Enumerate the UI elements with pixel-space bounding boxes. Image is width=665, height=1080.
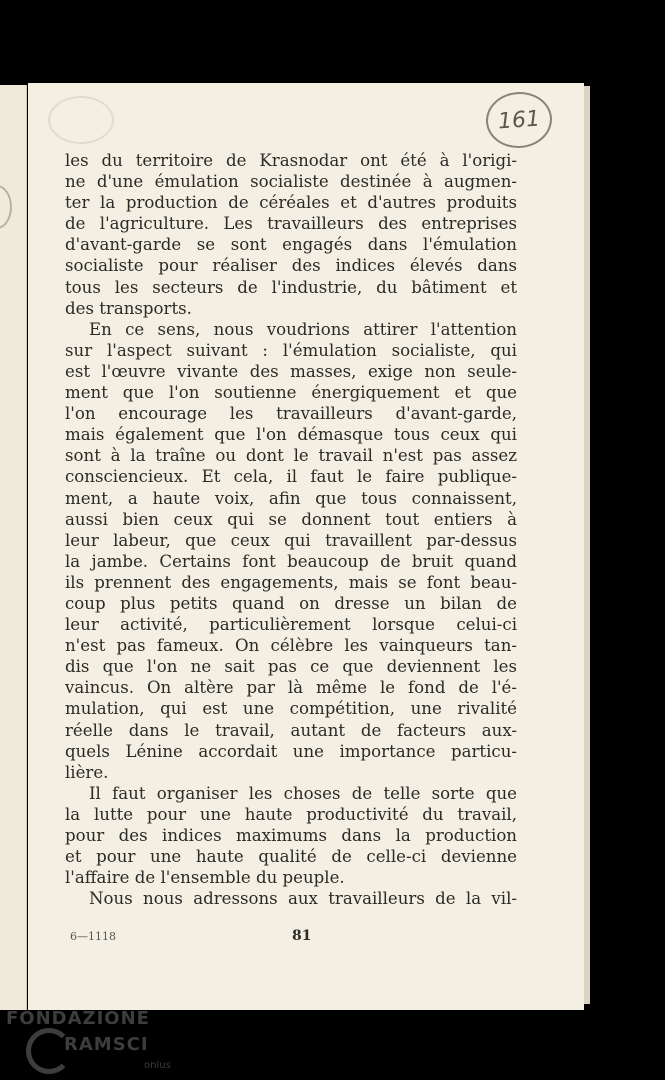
text-line: d'avant-garde se sont engagés dans l'émulation — [65, 235, 517, 255]
text-line: coup plus petits quand on dresse un bilan de — [65, 593, 517, 613]
logo-text-gramsci: RAMSCI — [64, 1034, 149, 1055]
text-line: ment que l'on soutienne énergiquement et que — [65, 383, 517, 403]
text-line: consciencieux. Et cela, il faut le faire publique- — [65, 467, 517, 487]
text-line: n'est pas fameux. On célèbre les vainqueurs tan- — [65, 636, 517, 656]
fondazione-gramsci-logo — [6, 1008, 176, 1076]
text-line: ne d'une émulation socialiste destinée à augmen- — [65, 172, 517, 192]
signature-code: 6—1118 — [70, 930, 116, 943]
text-line: leur activité, particulièrement lorsque celui-ci — [65, 615, 517, 635]
text-line: des transports. — [65, 298, 192, 318]
text-line: Nous nous adressons aux travailleurs de la vil- — [89, 889, 517, 909]
text-line: lière. — [65, 762, 109, 782]
text-line: socialiste pour réaliser des indices élevés dans — [65, 256, 517, 276]
text-line: mulation, qui est une compétition, une rivalité — [65, 699, 517, 719]
page-edge-shadow — [584, 86, 590, 1004]
text-line: est l'œuvre vivante des masses, exige non seule- — [65, 361, 517, 381]
text-line: leur labeur, que ceux qui travaillent par-dessus — [65, 530, 517, 550]
text-line: vaincus. On altère par là même le fond de l'é- — [65, 678, 517, 698]
text-line: aussi bien ceux qui se donnent tout entiers à — [65, 509, 517, 529]
text-line: En ce sens, nous voudrions attirer l'attention — [89, 319, 517, 339]
text-line: Il faut organiser les choses de telle sorte que — [89, 783, 517, 803]
page-number: 81 — [292, 928, 312, 944]
text-line: ment, a haute voix, afin que tous connaissent, — [65, 488, 517, 508]
text-line: ils prennent des engagements, mais se font beau- — [65, 572, 517, 592]
text-line: la jambe. Certains font beaucoup de bruit quand — [65, 551, 517, 571]
text-line: l'on encourage les travailleurs d'avant-garde, — [65, 404, 517, 424]
page-number-stamp: 161 — [484, 90, 554, 150]
text-line: réelle dans le travail, autant de facteurs aux- — [65, 720, 517, 740]
faint-stamp-mark — [48, 96, 114, 144]
logo-text-fondazione: FONDAZIONE — [6, 1008, 150, 1029]
text-line: et pour une haute qualité de celle-ci devienne — [65, 847, 517, 867]
text-line: de l'agriculture. Les travailleurs des entreprises — [65, 214, 517, 234]
logo-text-onlus: onlus — [144, 1060, 171, 1071]
text-line: ter la production de céréales et d'autres produits — [65, 193, 517, 213]
text-line: dis que l'on ne sait pas ce que deviennent les — [65, 657, 517, 677]
previous-page-stamp — [0, 185, 12, 229]
text-line: sur l'aspect suivant : l'émulation socialiste, qui — [65, 340, 517, 360]
text-line: quels Lénine accordait une importance particu- — [65, 741, 517, 761]
text-line: mais également que l'on démasque tous ceux qui — [65, 425, 517, 445]
text-line: les du territoire de Krasnodar ont été à l'origi- — [65, 151, 517, 170]
text-line: tous les secteurs de l'industrie, du bâtiment et — [65, 277, 517, 297]
text-line: l'affaire de l'ensemble du peuple. — [65, 868, 345, 888]
text-line: pour des indices maximums dans la production — [65, 826, 517, 845]
previous-page-edge — [0, 85, 27, 1010]
body-text — [65, 150, 517, 909]
text-line: la lutte pour une haute productivité du travail, — [65, 804, 517, 824]
text-line: sont à la traîne ou dont le travail n'est pas assez — [65, 446, 517, 466]
